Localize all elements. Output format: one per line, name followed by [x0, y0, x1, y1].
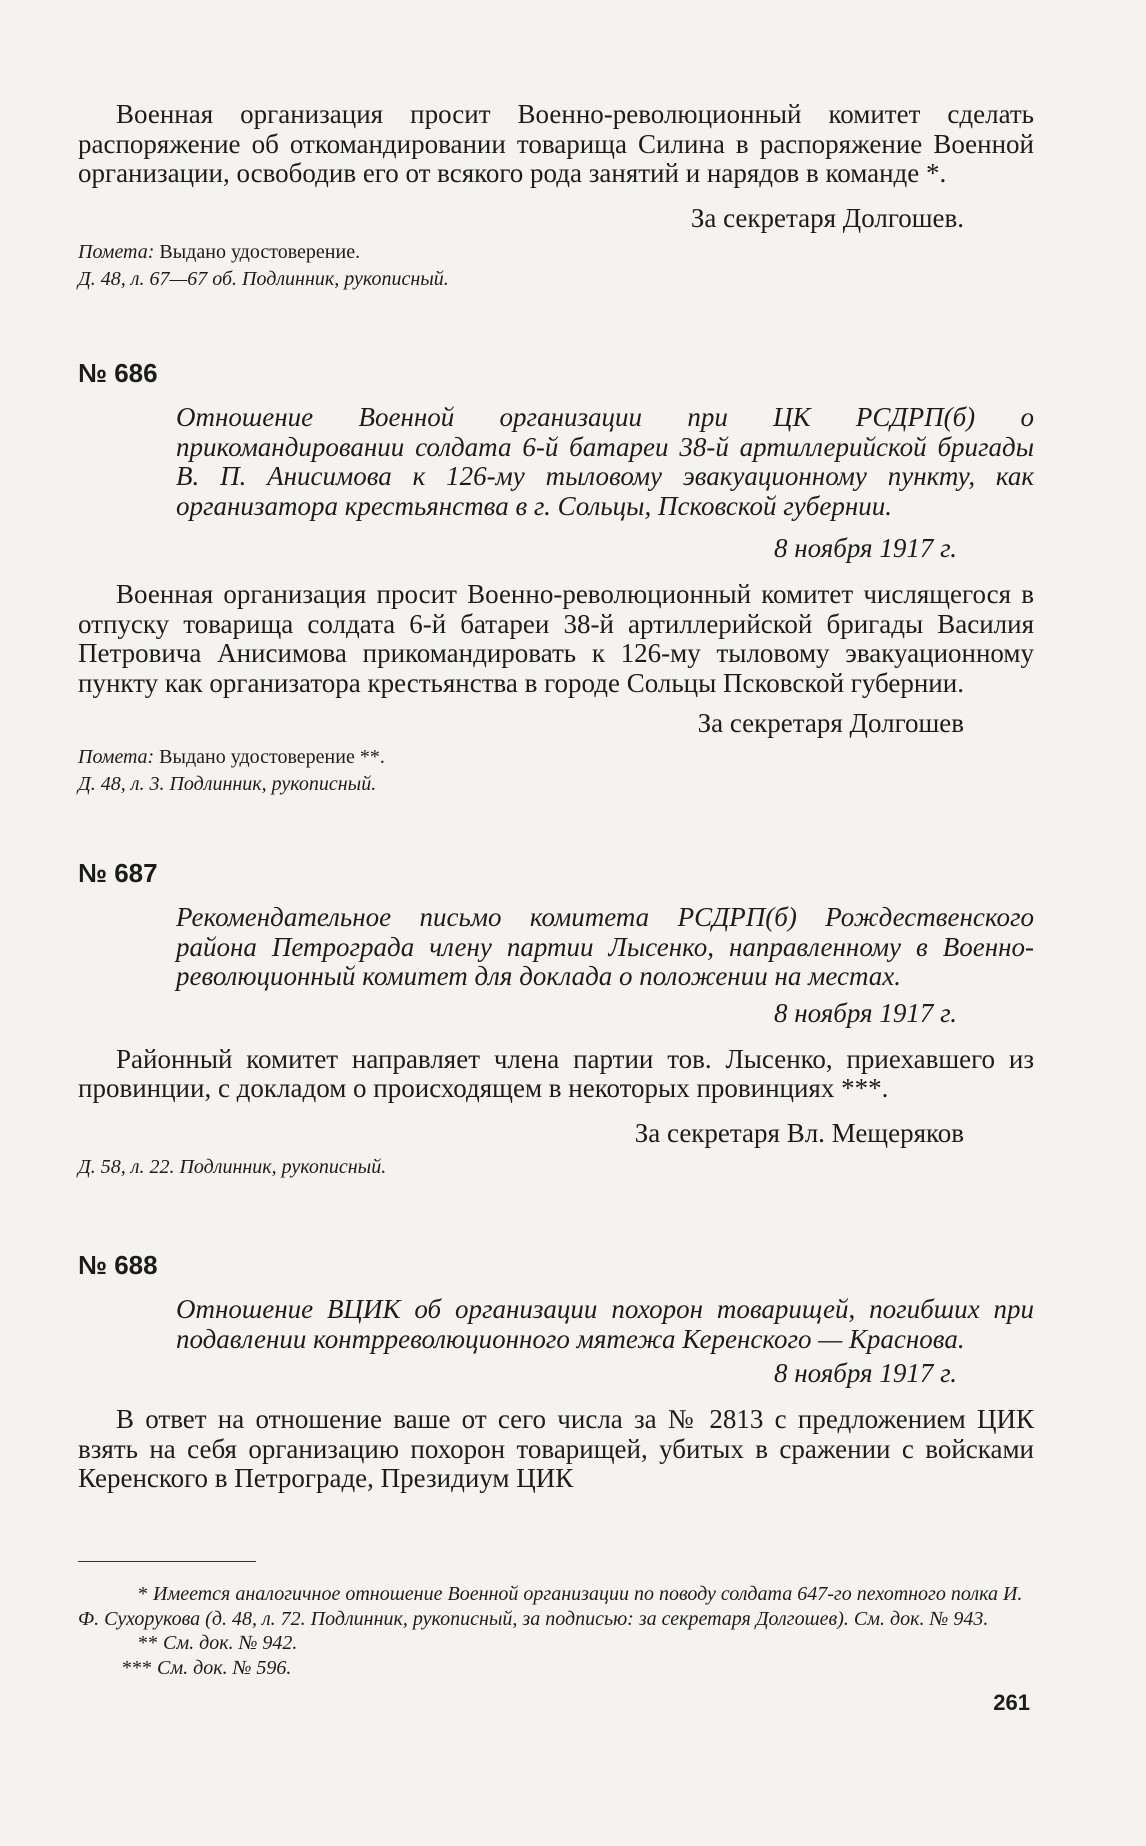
footnote-3-mark: ***	[122, 1656, 152, 1679]
doc-687-source: Д. 58, л. 22. Подлинник, рукописный.	[78, 1155, 387, 1178]
doc-686-note-text: Выдано удостоверение **.	[159, 746, 385, 768]
footnote-1-text: Имеется аналогичное отношение Военной организации по поводу солдата 647-го пехотного полка И. Ф. Сухорукова (д. 48, л. 72. Подлинник, рукописный, за подписью: за секретаря Долгошев). См. док. № 943.	[78, 1583, 1023, 1630]
footnote-2-text: См. док. № 942.	[163, 1632, 298, 1654]
doc-686-body: Военная организация просит Военно-революционный комитет числящегося в отпуску товарища солдата 6-й батареи 38-й артиллерийской бригады Василия Петровича Анисимова прикомандировать к 126-му тыловому эвакуационному пункту как организатора крестьянства в городе Сольцы Псковской губернии.	[78, 579, 1034, 698]
doc-686-note-label: Пометa:	[78, 746, 155, 768]
footnotes	[78, 1582, 1034, 1680]
intro-signature: За секретаря Долгошев.	[690, 202, 964, 233]
doc-687	[78, 858, 1034, 1181]
doc-686-date: 8 ноября 1917 г.	[773, 533, 957, 563]
intro-note	[78, 239, 1034, 266]
doc-686-title: Отношение Военной организации при ЦК РСДРП(б) о прикомандировании солдата 6-й батареи 38-й артиллерийской бригады В. П. Анисимова к 126-му тыловому эвакуационному пункту, как организатора крестьянства в г. Сольцы, Псковской губернии.	[176, 402, 1034, 521]
footnote-2-mark: **	[138, 1632, 158, 1654]
page-number: 261	[993, 1690, 1030, 1715]
intro-paragraph: Военная организация просит Военно-революционный комитет сделать распоряжение об откомандировании товарища Силина в распоряжение Военной организации, освободив его от всякого рода занятий и нарядов в команде *.	[78, 99, 1034, 188]
doc-688	[78, 1250, 1034, 1494]
intro-section	[78, 100, 1034, 293]
intro-source: Д. 48, л. 67—67 об. Подлинник, рукописный.	[78, 267, 449, 290]
doc-687-body: Районный комитет направляет члена партии тов. Лысенко, приехавшего из провинции, с докладом о происходящем в некоторых провинциях ***.	[78, 1043, 1034, 1103]
doc-687-title: Рекомендательное письмо комитета РСДРП(б) Рождественского района Петрограда члену партии Лысенко, направленному в Военно-революционный комитет для доклада о положении на местах.	[176, 902, 1034, 991]
footnote-1	[78, 1582, 1034, 1631]
footnote-1-mark: *	[138, 1583, 148, 1605]
doc-687-signature: За секретаря Вл. Мещеряков	[634, 1117, 964, 1148]
doc-686-source: Д. 48, л. 3. Подлинник, рукописный.	[78, 773, 377, 795]
footnote-3	[78, 1656, 1034, 1681]
footnote-2	[78, 1631, 1034, 1656]
doc-688-number: № 688	[78, 1250, 158, 1280]
doc-686	[78, 358, 1034, 798]
doc-688-body: В ответ на отношение ваше от сего числа за № 2813 с предложением ЦИК взять на себя организацию похорон товарищей, убитых в сражении с войсками Керенского в Петрограде, Президиум ЦИК	[78, 1404, 1034, 1493]
intro-note-label: Помета:	[78, 240, 155, 263]
footnote-3-text: См. док. № 596.	[157, 1656, 292, 1679]
doc-687-date: 8 ноября 1917 г.	[773, 997, 957, 1028]
footnote-divider	[78, 1561, 256, 1562]
doc-688-date: 8 ноября 1917 г.	[773, 1358, 957, 1388]
doc-686-note	[78, 744, 1034, 771]
doc-686-number: № 686	[78, 358, 158, 388]
doc-688-title: Отношение ВЦИК об организации похорон товарищей, погибших при подавлении контрреволюционного мятежа Керенского — Краснова.	[176, 1294, 1034, 1354]
doc-687-number: № 687	[78, 858, 158, 888]
intro-note-text: Выдано удостоверение.	[159, 240, 361, 263]
doc-686-signature: За секретаря Долгошев	[697, 708, 964, 738]
